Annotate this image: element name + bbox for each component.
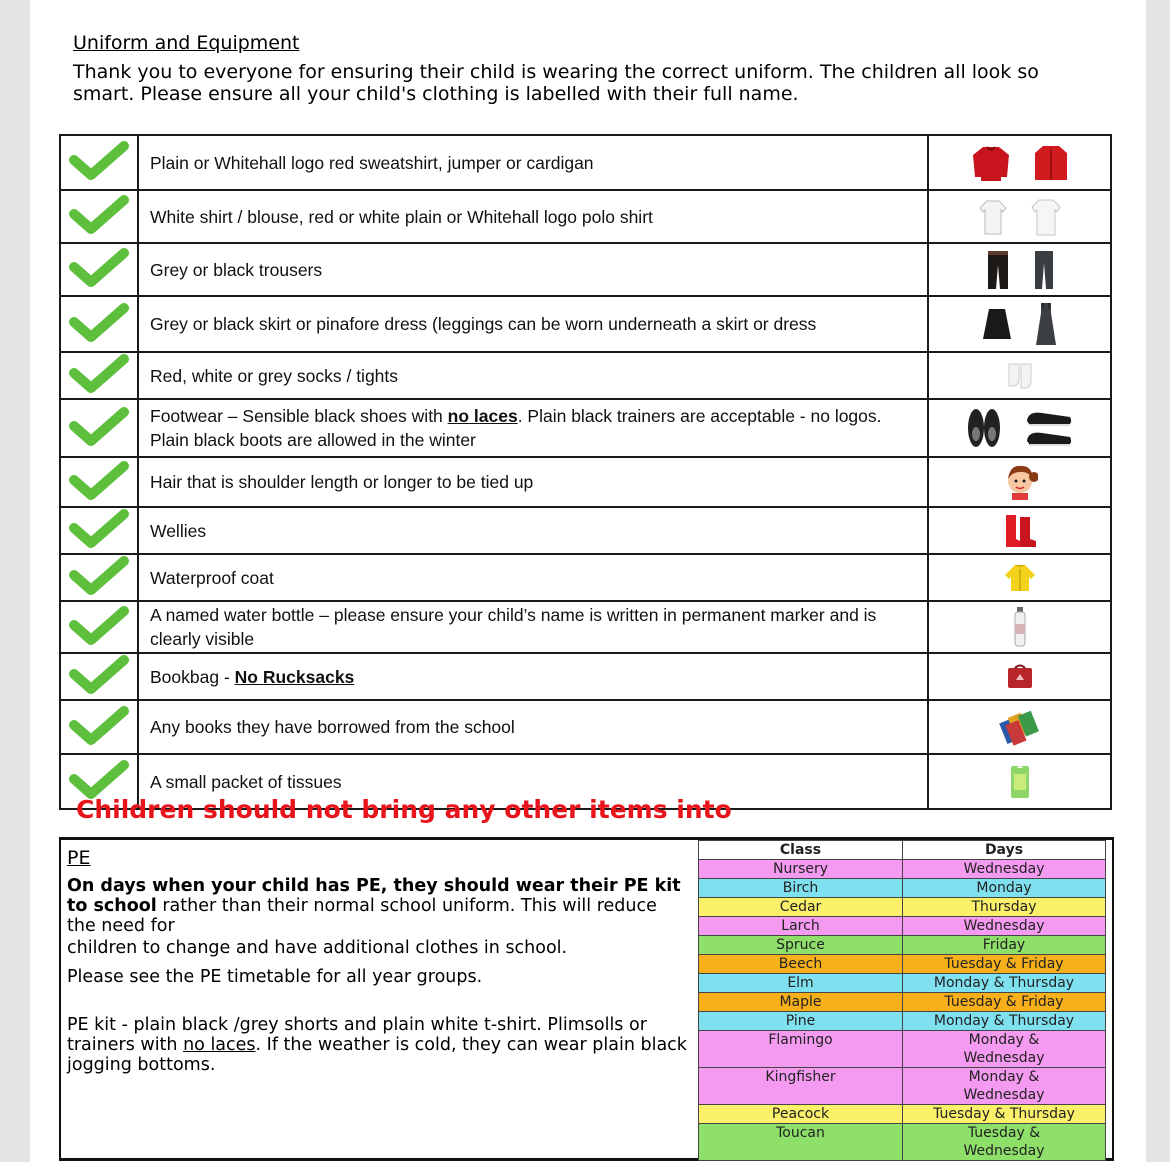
table-row — [60, 190, 1111, 243]
item-pictures — [928, 601, 1111, 653]
document-page — [30, 0, 1146, 1162]
pe-days: Monday — [903, 879, 1106, 898]
check-mark-icon — [60, 135, 138, 190]
pe-text-rest: rather than their normal school uniform. This will reduce the need for — [67, 896, 657, 936]
item-pictures — [928, 399, 1111, 457]
check-mark-icon — [60, 507, 138, 554]
check-mark-icon — [60, 457, 138, 507]
item-text: Red, white or grey socks / tights — [150, 365, 399, 386]
table-row — [60, 601, 1111, 653]
item-text: Hair that is shoulder length or longer to be tied up — [150, 472, 534, 492]
item-pictures — [928, 554, 1111, 601]
item-description — [138, 507, 928, 554]
item-pictures — [928, 653, 1111, 700]
check-mark-icon — [60, 352, 138, 399]
item-text: A named water bottle – please ensure your child’s name is written in permanent marker and is clearly visible — [150, 605, 877, 649]
pe-kit-text-b: . If the weather is cold, they can wear plain black jogging bottoms. — [67, 1035, 687, 1075]
pe-days: Tuesday & Friday — [903, 993, 1106, 1012]
pe-timetable-header — [699, 841, 1106, 860]
timetable-row — [699, 1031, 1106, 1068]
pe-days: Wednesday — [903, 917, 1106, 936]
grey-pinafore-icon — [1034, 301, 1058, 347]
pe-paragraph-2: Please see the PE timetable for all year groups. — [67, 967, 483, 987]
table-row — [60, 653, 1111, 700]
check-mark-icon — [60, 700, 138, 754]
item-pictures — [928, 135, 1111, 190]
class-name: Spruce — [699, 936, 903, 955]
table-row — [60, 399, 1111, 457]
pe-paragraph-1 — [67, 876, 687, 936]
timetable-row — [699, 1068, 1106, 1105]
class-name: Toucan — [699, 1124, 903, 1161]
item-text: No Rucksacks — [234, 666, 355, 687]
table-row — [60, 243, 1111, 296]
class-name: Nursery — [699, 860, 903, 879]
item-text: . Plain black trainers are acceptable - no logos. — [517, 406, 882, 426]
girl-hair-icon — [1002, 463, 1038, 501]
item-description — [138, 700, 928, 754]
class-name: Maple — [699, 993, 903, 1012]
check-mark-icon — [60, 601, 138, 653]
timetable-row — [699, 955, 1106, 974]
item-text: Any books they have borrowed from the school — [150, 717, 515, 737]
check-mark-icon — [60, 653, 138, 700]
item-text: Grey or black trousers — [150, 259, 323, 280]
item-text: Wellies — [150, 520, 207, 541]
warning-text: Children should not bring any other items into — [76, 795, 732, 824]
timetable-row — [699, 1105, 1106, 1124]
item-pictures — [928, 243, 1111, 296]
table-row — [60, 554, 1111, 601]
item-pictures — [928, 507, 1111, 554]
header-days: Days — [903, 841, 1106, 860]
item-text: Bookbag - — [150, 666, 235, 687]
pe-title: PE — [67, 847, 91, 869]
timetable-row — [699, 917, 1106, 936]
item-pictures — [928, 457, 1111, 507]
pe-paragraph-3 — [67, 1015, 687, 1075]
pe-days: Monday & Thursday — [903, 1012, 1106, 1031]
timetable-row — [699, 1012, 1106, 1031]
water-bottle-icon — [1012, 606, 1028, 648]
red-cardigan-icon — [1033, 143, 1069, 183]
tissues-icon — [1009, 764, 1031, 800]
header-class: Class — [699, 841, 903, 860]
pe-days: Tuesday & Friday — [903, 955, 1106, 974]
pe-days: Wednesday — [903, 860, 1106, 879]
item-pictures — [928, 296, 1111, 352]
pe-days: Monday & Wednesday — [903, 1068, 1106, 1105]
item-text: Plain black boots are allowed in the winter — [150, 430, 476, 450]
table-row — [60, 352, 1111, 399]
check-mark-icon — [60, 243, 138, 296]
class-name: Elm — [699, 974, 903, 993]
item-description — [138, 554, 928, 601]
timetable-row — [699, 974, 1106, 993]
check-mark-icon — [60, 296, 138, 352]
black-shoes-icon — [966, 406, 1002, 450]
item-text: Footwear – Sensible black shoes with — [150, 406, 448, 426]
item-text: Grey or black skirt or pinafore dress (leggings can be worn underneath a skirt or dress — [150, 314, 817, 334]
item-text: Plain or Whitehall logo red sweatshirt, jumper or cardigan — [150, 152, 594, 173]
item-description — [138, 243, 928, 296]
pe-days: Monday & Thursday — [903, 974, 1106, 993]
pe-section — [59, 837, 1114, 1161]
item-description — [138, 653, 928, 700]
item-description — [138, 601, 928, 653]
class-name: Cedar — [699, 898, 903, 917]
item-description — [138, 296, 928, 352]
check-mark-icon — [60, 399, 138, 457]
item-pictures — [928, 352, 1111, 399]
table-row — [60, 457, 1111, 507]
item-pictures — [928, 190, 1111, 243]
red-sweatshirt-icon — [971, 143, 1011, 183]
class-name: Beech — [699, 955, 903, 974]
timetable-row — [699, 879, 1106, 898]
timetable-row — [699, 993, 1106, 1012]
white-polo-shirt-icon — [1030, 197, 1062, 237]
section-heading: Uniform and Equipment — [73, 32, 300, 54]
uniform-checklist-table — [59, 134, 1112, 810]
table-row — [60, 296, 1111, 352]
black-trainers-icon — [1024, 407, 1074, 449]
white-shirt-icon — [978, 198, 1008, 236]
white-socks-icon — [1005, 362, 1035, 390]
class-name: Larch — [699, 917, 903, 936]
pe-bold-text: On days when your child has PE, they should wear their PE kit to school — [67, 876, 681, 916]
check-mark-icon — [60, 190, 138, 243]
red-wellies-icon — [1002, 513, 1038, 549]
table-row — [60, 507, 1111, 554]
pe-days: Friday — [903, 936, 1106, 955]
class-name: Peacock — [699, 1105, 903, 1124]
books-icon — [996, 708, 1044, 746]
item-description — [138, 352, 928, 399]
grey-trousers-icon — [1033, 249, 1055, 291]
pe-timetable — [698, 840, 1106, 1161]
timetable-row — [699, 898, 1106, 917]
table-row — [60, 700, 1111, 754]
item-text: White shirt / blouse, red or white plain or Whitehall logo polo shirt — [150, 206, 653, 227]
class-name: Pine — [699, 1012, 903, 1031]
intro-paragraph: Thank you to everyone for ensuring their child is wearing the correct uniform. The children all look so smart. Please ensure all your child's clothing is labelled with their full name. — [73, 61, 1039, 105]
item-pictures — [928, 700, 1111, 754]
pe-kit-text-a: PE kit - plain black /grey shorts and plain white t-shirt. Plimsolls or trainers with — [67, 1015, 647, 1055]
timetable-row — [699, 860, 1106, 879]
item-pictures — [928, 754, 1111, 809]
red-bookbag-icon — [1006, 664, 1034, 690]
black-skirt-icon — [982, 307, 1012, 341]
class-name: Kingfisher — [699, 1068, 903, 1105]
item-text: A small packet of tissues — [150, 771, 342, 792]
black-trousers-icon — [985, 249, 1011, 291]
class-name: Flamingo — [699, 1031, 903, 1068]
check-mark-icon — [60, 554, 138, 601]
pe-days: Thursday — [903, 898, 1106, 917]
pe-days: Tuesday & Wednesday — [903, 1124, 1106, 1161]
yellow-coat-icon — [1003, 563, 1037, 593]
pe-kit-no-laces: no laces — [183, 1035, 256, 1055]
pe-days: Monday & Wednesday — [903, 1031, 1106, 1068]
pe-days: Tuesday & Thursday — [903, 1105, 1106, 1124]
item-description — [138, 457, 928, 507]
table-row — [60, 135, 1111, 190]
item-description — [138, 190, 928, 243]
class-name: Birch — [699, 879, 903, 898]
item-text: Waterproof coat — [150, 567, 274, 588]
item-description — [138, 399, 928, 457]
pe-info — [67, 848, 687, 1075]
timetable-row — [699, 1124, 1106, 1161]
item-text: no laces — [447, 406, 518, 426]
pe-paragraph-1-line-2: children to change and have additional clothes in school. — [67, 938, 568, 958]
item-description — [138, 135, 928, 190]
timetable-row — [699, 936, 1106, 955]
